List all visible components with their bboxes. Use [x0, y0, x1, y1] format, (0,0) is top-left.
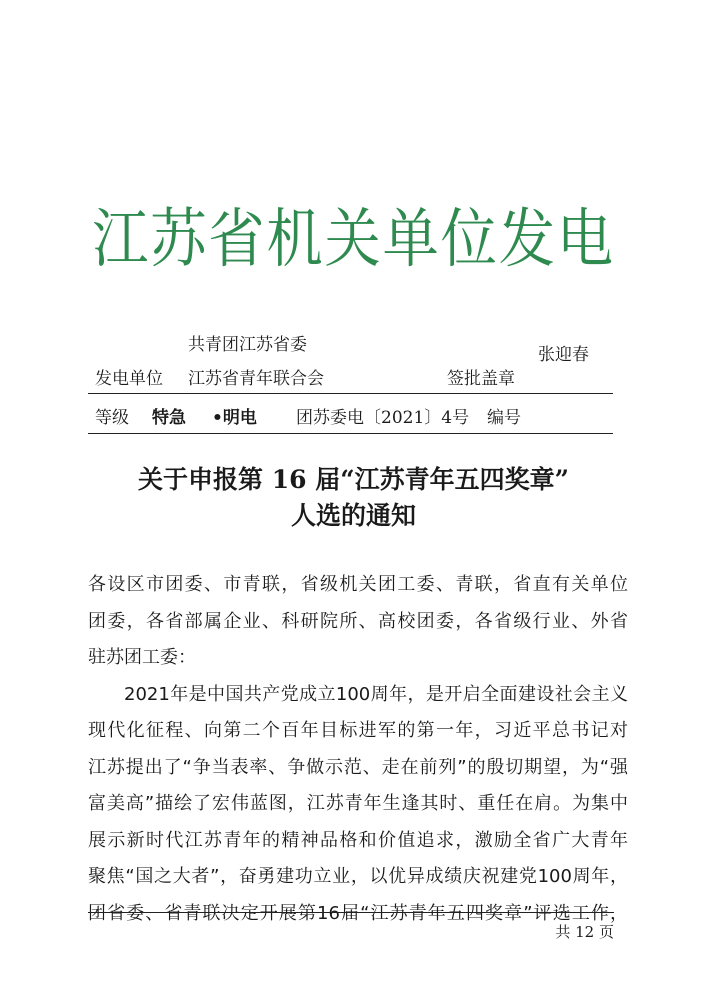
document-title-line2: 人选的通知 [290, 501, 416, 530]
middle-rule [88, 433, 613, 434]
sender-label: 发电单位 [95, 369, 163, 389]
footer-rule [88, 912, 614, 913]
paragraph-line: 现代化征程、向第二个百年目标进军的第一年，习近平总书记对 [88, 720, 628, 741]
number-label: 编号 [487, 408, 521, 428]
paragraph-line: 2021年是中国共产党成立100周年，是开启全面建设社会主义 [124, 683, 628, 705]
paragraph-line: 江苏提出了“争当表率、争做示范、走在前列”的殷切期望，为“强 [88, 756, 628, 778]
level-value: 特急 [152, 408, 186, 428]
page-count: 共 12 页 [555, 923, 614, 941]
sender-org-line1: 共青团江苏省委 [188, 335, 307, 355]
sender-org-line2: 江苏省青年联合会 [188, 369, 324, 389]
paragraph-line: 展示新时代江苏青年的精神品格和价值追求，激励全省广大青年 [88, 829, 628, 851]
header-title: 江苏省机关单位发电 [92, 203, 615, 277]
recipients-line: 驻苏团工委： [88, 647, 196, 668]
recipients-line: 团委，各省部属企业、科研院所、高校团委，各省级行业、外省 [88, 610, 628, 632]
top-rule [88, 393, 613, 394]
paragraph-line: 团省委、省青联决定开展第16届“江苏青年五四奖章”评选工作， [88, 902, 628, 924]
paragraph-line: 富美高”描绘了宏伟蓝图，江苏青年生逢其时、重任在肩。为集中 [88, 793, 628, 814]
document-body [88, 567, 628, 932]
sign-seal-label: 签批盖章 [447, 369, 515, 389]
document-number: 团苏委电〔2021〕4号 [296, 408, 470, 428]
level-label: 等级 [95, 408, 129, 428]
paragraph-line: 聚焦“国之大者”，奋勇建功立业，以优异成绩庆祝建党100周年， [88, 866, 628, 887]
clear-telegram-label: •明电 [212, 408, 257, 428]
signer-name: 张迎春 [538, 345, 589, 365]
recipients-line: 各设区市团委、市青联，省级机关团工委、青联，省直有关单位 [88, 574, 628, 595]
document-title-line1: 关于申报第 16 届“江苏青年五四奖章” [138, 465, 569, 494]
